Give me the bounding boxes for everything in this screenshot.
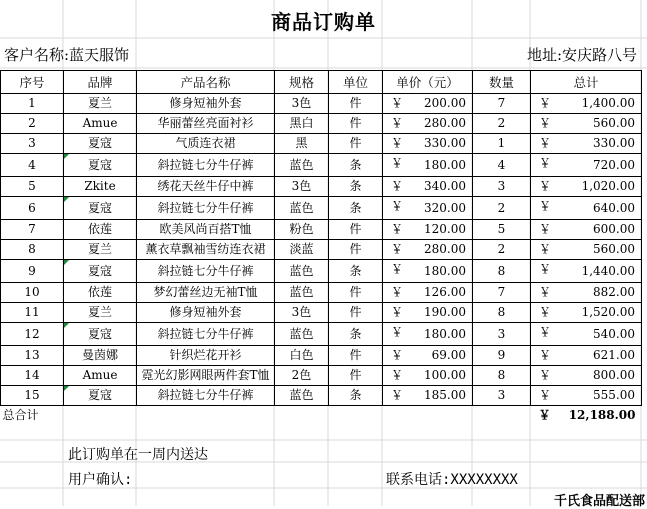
- quantity-cell: 1: [473, 134, 531, 154]
- product-name-cell: 梦幻蕾丝边无袖T恤: [137, 283, 275, 303]
- unit-price-cell: [383, 366, 473, 386]
- table-row: [1, 303, 642, 323]
- currency-symbol: ￥: [391, 179, 404, 193]
- currency-symbol: ￥: [391, 242, 404, 256]
- column-header: 数量: [473, 71, 531, 94]
- currency-symbol: ￥: [539, 262, 552, 276]
- product-name-cell: 修身短袖外套: [137, 94, 275, 114]
- table-row: [1, 346, 642, 366]
- unit-price-cell: [383, 134, 473, 154]
- quantity-cell: 3: [473, 386, 531, 406]
- unit-price-cell: [383, 240, 473, 260]
- unit-cell: 条: [329, 386, 383, 406]
- spec-cell: 淡蓝: [275, 240, 329, 260]
- row-number: 10: [1, 283, 64, 303]
- unit-price-cell-value: 120.00: [424, 222, 466, 236]
- spec-cell: 黑: [275, 134, 329, 154]
- column-header: 产品名称: [137, 71, 275, 94]
- grand-total-row: [1, 406, 642, 426]
- currency-symbol: ￥: [539, 348, 552, 362]
- currency-symbol: ￥: [539, 325, 552, 339]
- table-header-row: [1, 71, 642, 94]
- currency-symbol: ￥: [539, 305, 552, 319]
- table-row: [1, 134, 642, 154]
- spec-cell: 3色: [275, 94, 329, 114]
- unit-price-cell-value: 126.00: [424, 285, 466, 299]
- quantity-cell: 8: [473, 303, 531, 323]
- currency-symbol: ￥: [391, 116, 404, 130]
- order-table: [0, 70, 642, 425]
- row-total-cell: [531, 323, 642, 346]
- delivery-note: 此订购单在一周内送达: [68, 447, 208, 463]
- unit-price-cell: [383, 197, 473, 220]
- unit-price-cell-value: 180.00: [424, 157, 466, 172]
- product-name-cell: 霓光幻影网眼两件套T恤: [137, 366, 275, 386]
- unit-cell: 条: [329, 177, 383, 197]
- spec-cell: 蓝色: [275, 283, 329, 303]
- table-row: [1, 283, 642, 303]
- currency-symbol: ￥: [539, 199, 552, 213]
- currency-symbol: ￥: [539, 96, 552, 110]
- brand-cell: 夏兰: [64, 240, 137, 260]
- row-total-cell: [531, 346, 642, 366]
- unit-price-cell: [383, 303, 473, 323]
- table-row: [1, 220, 642, 240]
- brand-cell: 夏寇: [64, 386, 137, 406]
- unit-cell: 件: [329, 114, 383, 134]
- table-row: [1, 197, 642, 220]
- unit-cell: 件: [329, 366, 383, 386]
- row-total-cell: [531, 177, 642, 197]
- grand-total-value: 12,188.00: [568, 408, 636, 422]
- user-confirm-label: 用户确认:: [68, 472, 133, 488]
- spec-cell: 蓝色: [275, 197, 329, 220]
- currency-symbol: ￥: [391, 388, 404, 402]
- product-name-cell: 华丽蕾丝亮面衬衫: [137, 114, 275, 134]
- table-row: [1, 323, 642, 346]
- row-total-cell-value: 560.00: [593, 242, 635, 256]
- row-total-cell-value: 1,020.00: [581, 179, 635, 193]
- unit-price-cell-value: 180.00: [424, 326, 466, 341]
- column-header: 品牌: [64, 71, 137, 94]
- row-number: 9: [1, 260, 64, 283]
- product-name-cell: 针织烂花开衫: [137, 346, 275, 366]
- unit-price-cell-value: 280.00: [424, 116, 466, 130]
- spec-cell: 蓝色: [275, 154, 329, 177]
- row-total-cell-value: 621.00: [593, 348, 635, 362]
- unit-price-cell: [383, 94, 473, 114]
- currency-symbol: ￥: [391, 305, 404, 319]
- quantity-cell: 2: [473, 240, 531, 260]
- currency-symbol: ￥: [391, 199, 404, 213]
- row-total-cell: [531, 154, 642, 177]
- row-total-cell: [531, 283, 642, 303]
- page-title: 商品订购单: [271, 10, 376, 34]
- row-number: 11: [1, 303, 64, 323]
- table-row: [1, 114, 642, 134]
- product-name-cell: 斜拉链七分牛仔裤: [137, 197, 275, 220]
- row-number: 6: [1, 197, 64, 220]
- row-total-cell-value: 600.00: [593, 222, 635, 236]
- grand-total-cell: [531, 406, 642, 426]
- quantity-cell: 4: [473, 154, 531, 177]
- currency-symbol: ￥: [391, 348, 404, 362]
- row-number: 4: [1, 154, 64, 177]
- unit-price-cell: [383, 283, 473, 303]
- column-header: 序号: [1, 71, 64, 94]
- brand-cell: Zkite: [64, 177, 137, 197]
- unit-price-cell: [383, 154, 473, 177]
- row-total-cell-value: 540.00: [593, 326, 635, 341]
- unit-price-cell: [383, 323, 473, 346]
- spec-cell: 蓝色: [275, 386, 329, 406]
- row-total-cell: [531, 240, 642, 260]
- brand-cell: 依莲: [64, 220, 137, 240]
- quantity-cell: 3: [473, 323, 531, 346]
- currency-symbol: ￥: [539, 179, 552, 193]
- column-header: 单价（元）: [383, 71, 473, 94]
- quantity-cell: 3: [473, 177, 531, 197]
- quantity-cell: 2: [473, 197, 531, 220]
- unit-price-cell-value: 180.00: [424, 263, 466, 278]
- unit-cell: 条: [329, 323, 383, 346]
- currency-symbol: ￥: [391, 262, 404, 276]
- quantity-cell: 8: [473, 260, 531, 283]
- product-name-cell: 气质连衣裙: [137, 134, 275, 154]
- unit-price-cell: [383, 114, 473, 134]
- unit-cell: 件: [329, 94, 383, 114]
- table-row: [1, 154, 642, 177]
- currency-symbol: ￥: [539, 116, 552, 130]
- row-total-cell-value: 800.00: [593, 368, 635, 382]
- unit-cell: 件: [329, 283, 383, 303]
- spec-cell: 3色: [275, 303, 329, 323]
- brand-cell: 夏寇: [64, 134, 137, 154]
- currency-symbol: ￥: [391, 222, 404, 236]
- currency-symbol: ￥: [539, 368, 552, 382]
- unit-cell: 件: [329, 220, 383, 240]
- quantity-cell: 5: [473, 220, 531, 240]
- grand-total-label: 总合计: [1, 406, 137, 426]
- row-total-cell: [531, 386, 642, 406]
- row-total-cell-value: 555.00: [593, 388, 635, 402]
- brand-cell: 夏寇: [64, 260, 137, 283]
- product-name-cell: 斜拉链七分牛仔裤: [137, 260, 275, 283]
- currency-symbol: ￥: [539, 242, 552, 256]
- quantity-cell: 7: [473, 283, 531, 303]
- unit-price-cell: [383, 220, 473, 240]
- column-header: 规格: [275, 71, 329, 94]
- currency-symbol: ￥: [391, 285, 404, 299]
- brand-cell: 夏寇: [64, 197, 137, 220]
- table-row: [1, 386, 642, 406]
- row-number: 2: [1, 114, 64, 134]
- row-number: 7: [1, 220, 64, 240]
- row-total-cell-value: 720.00: [593, 157, 635, 172]
- column-header: 总计: [531, 71, 642, 94]
- row-total-cell: [531, 114, 642, 134]
- currency-symbol: ￥: [391, 156, 404, 170]
- row-number: 13: [1, 346, 64, 366]
- row-total-cell-value: 1,400.00: [581, 96, 635, 110]
- unit-price-cell-value: 330.00: [424, 136, 466, 150]
- currency-symbol: ￥: [391, 325, 404, 339]
- spec-cell: 蓝色: [275, 260, 329, 283]
- department-name: 千氏食品配送部: [553, 494, 645, 509]
- currency-symbol: ￥: [391, 136, 404, 150]
- brand-cell: 曼茵娜: [64, 346, 137, 366]
- unit-cell: 条: [329, 197, 383, 220]
- product-name-cell: 薰衣草飘袖雪纺连衣裙: [137, 240, 275, 260]
- unit-cell: 条: [329, 154, 383, 177]
- row-number: 5: [1, 177, 64, 197]
- row-total-cell: [531, 134, 642, 154]
- unit-cell: 件: [329, 134, 383, 154]
- row-total-cell-value: 882.00: [593, 285, 635, 299]
- empty-cell: [137, 406, 531, 426]
- currency-symbol: ￥: [391, 368, 404, 382]
- currency-symbol: ￥: [539, 222, 552, 236]
- unit-price-cell: [383, 260, 473, 283]
- brand-cell: 夏寇: [64, 323, 137, 346]
- row-total-cell: [531, 303, 642, 323]
- unit-cell: 条: [329, 260, 383, 283]
- unit-price-cell: [383, 346, 473, 366]
- brand-cell: 夏兰: [64, 94, 137, 114]
- row-total-cell: [531, 260, 642, 283]
- unit-price-cell-value: 185.00: [424, 388, 466, 402]
- unit-cell: 件: [329, 303, 383, 323]
- currency-symbol: ￥: [538, 408, 551, 422]
- customer-address: 地址:安庆路八号: [526, 46, 637, 64]
- unit-price-cell-value: 320.00: [424, 200, 466, 215]
- unit-price-cell-value: 340.00: [424, 179, 466, 193]
- table-row: [1, 177, 642, 197]
- product-name-cell: 欧美风尚百搭T恤: [137, 220, 275, 240]
- spec-cell: 3色: [275, 177, 329, 197]
- order-rows: [1, 94, 642, 406]
- unit-price-cell-value: 200.00: [424, 96, 466, 110]
- brand-cell: 依莲: [64, 283, 137, 303]
- row-total-cell: [531, 366, 642, 386]
- quantity-cell: 8: [473, 366, 531, 386]
- row-total-cell: [531, 94, 642, 114]
- currency-symbol: ￥: [391, 96, 404, 110]
- row-total-cell: [531, 197, 642, 220]
- table-row: [1, 240, 642, 260]
- quantity-cell: 2: [473, 114, 531, 134]
- contact-phone: 联系电话:XXXXXXXX: [386, 472, 518, 488]
- currency-symbol: ￥: [539, 388, 552, 402]
- brand-cell: Amue: [64, 114, 137, 134]
- product-name-cell: 斜拉链七分牛仔裤: [137, 323, 275, 346]
- currency-symbol: ￥: [539, 136, 552, 150]
- table-row: [1, 366, 642, 386]
- row-number: 1: [1, 94, 64, 114]
- row-number: 3: [1, 134, 64, 154]
- row-total-cell: [531, 220, 642, 240]
- unit-price-cell: [383, 386, 473, 406]
- product-name-cell: 斜拉链七分牛仔裤: [137, 154, 275, 177]
- table-row: [1, 94, 642, 114]
- row-number: 12: [1, 323, 64, 346]
- unit-price-cell-value: 280.00: [424, 242, 466, 256]
- unit-price-cell: [383, 177, 473, 197]
- row-number: 8: [1, 240, 64, 260]
- row-total-cell-value: 330.00: [593, 136, 635, 150]
- product-name-cell: 修身短袖外套: [137, 303, 275, 323]
- unit-price-cell-value: 69.00: [431, 348, 466, 362]
- spec-cell: 白色: [275, 346, 329, 366]
- currency-symbol: ￥: [539, 156, 552, 170]
- row-total-cell-value: 640.00: [593, 200, 635, 215]
- column-header: 单位: [329, 71, 383, 94]
- spec-cell: 蓝色: [275, 323, 329, 346]
- spec-cell: 黑白: [275, 114, 329, 134]
- row-total-cell-value: 560.00: [593, 116, 635, 130]
- quantity-cell: 9: [473, 346, 531, 366]
- row-total-cell-value: 1,520.00: [581, 305, 635, 319]
- row-number: 15: [1, 386, 64, 406]
- spec-cell: 粉色: [275, 220, 329, 240]
- quantity-cell: 7: [473, 94, 531, 114]
- customer-name: 客户名称:蓝天服饰: [4, 46, 130, 64]
- unit-cell: 件: [329, 240, 383, 260]
- row-total-cell-value: 1,440.00: [581, 263, 635, 278]
- unit-cell: 件: [329, 346, 383, 366]
- unit-price-cell-value: 100.00: [424, 368, 466, 382]
- table-row: [1, 260, 642, 283]
- unit-price-cell-value: 190.00: [424, 305, 466, 319]
- brand-cell: Amue: [64, 366, 137, 386]
- product-name-cell: 斜拉链七分牛仔裤: [137, 386, 275, 406]
- product-name-cell: 绣花天丝牛仔中裤: [137, 177, 275, 197]
- brand-cell: 夏寇: [64, 154, 137, 177]
- currency-symbol: ￥: [539, 285, 552, 299]
- spec-cell: 2色: [275, 366, 329, 386]
- brand-cell: 夏兰: [64, 303, 137, 323]
- row-number: 14: [1, 366, 64, 386]
